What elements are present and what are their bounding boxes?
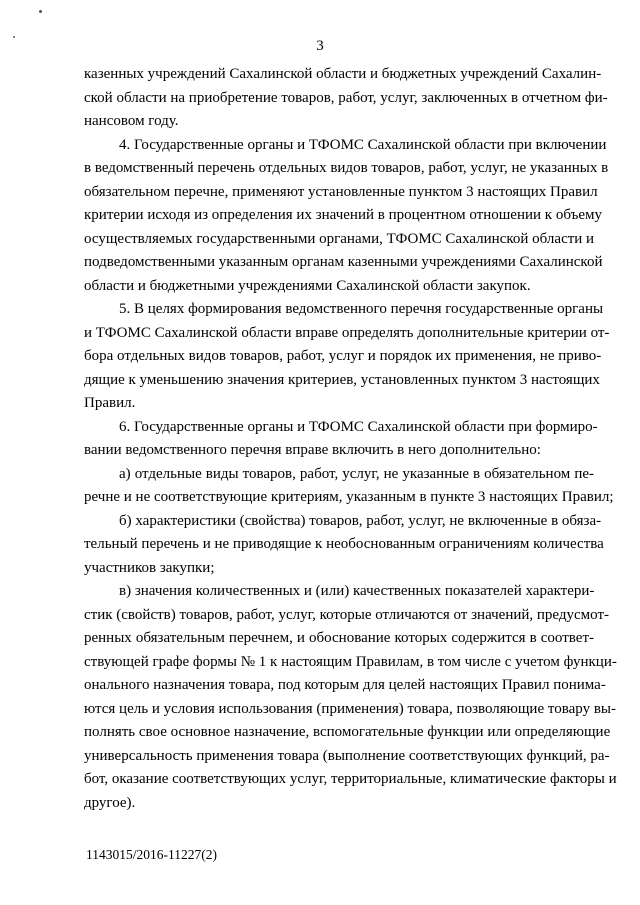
paragraph-p6c: [84, 580, 617, 815]
text-line: вании ведомственного перечня вправе включить в него дополнительно:: [84, 442, 541, 458]
text-line: 5. В целях формирования ведомственного перечня государственные органы: [119, 301, 604, 317]
text-line: и ТФОМС Сахалинской области вправе определять дополнительные критерии от-: [84, 324, 610, 341]
text-line: тельный перечень и не приводящие к необоснованным ограничениям количества: [84, 536, 604, 552]
text-line: онального назначения товара, под которым для целей настоящих Правил понима-: [84, 677, 606, 693]
document-body: [84, 63, 617, 815]
page-number: 3: [316, 38, 324, 54]
text-line: бора отдельных видов товаров, работ, услуг и порядок их применения, не приво-: [84, 348, 602, 364]
text-line: 4. Государственные органы и ТФОМС Сахалинской области при включении: [119, 136, 607, 153]
text-line: ствующей графе формы № 1 к настоящим Правилам, в том числе с учетом функци-: [84, 653, 617, 670]
paragraph-p5: [84, 298, 610, 416]
text-line: казенных учреждений Сахалинской области и бюджетных учреждений Сахалин-: [84, 66, 602, 82]
paragraph-p6b: [84, 510, 604, 581]
paragraph-p-cont: [84, 63, 608, 134]
text-line: в) значения количественных и (или) качественных показателей характери-: [119, 583, 595, 599]
text-line: в ведомственный перечень отдельных видов товаров, работ, услуг, не указанных в: [84, 160, 609, 176]
text-line: Правил.: [84, 395, 136, 411]
text-line: речне и не соответствующие критериям, указанным в пункте 3 настоящих Правил;: [84, 489, 614, 505]
text-line: ской области на приобретение товаров, работ, услуг, заключенных в отчетном фи-: [84, 89, 608, 106]
text-line: 6. Государственные органы и ТФОМС Сахалинской области при формиро-: [119, 418, 598, 435]
paragraph-p6a: [84, 463, 614, 510]
text-line: осуществляемых государственными органами, ТФОМС Сахалинской области и: [84, 230, 595, 247]
text-line: бот, оказание соответствующих услуг, территориальные, климатические факторы и: [84, 771, 617, 787]
text-line: области и бюджетными учреждениями Сахалинской области закупок.: [84, 277, 531, 294]
document-id: 1143015/2016-11227(2): [86, 847, 217, 862]
text-line: а) отдельные виды товаров, работ, услуг, не указанные в обязательном пе-: [119, 465, 594, 482]
text-line: ются цель и условия использования (применения) товара, позволяющие товару вы-: [84, 700, 616, 717]
text-line: б) характеристики (свойства) товаров, работ, услуг, не включенные в обяза-: [119, 512, 602, 529]
scan-speck: [39, 10, 42, 13]
text-line: полнять свое основное назначение, вспомогательные функции или определяющие: [84, 724, 611, 740]
paragraph-p6: [84, 416, 598, 463]
text-line: критерии исходя из определения их значений в процентном отношении к объему: [84, 207, 602, 223]
text-line: участников закупки;: [84, 559, 215, 576]
text-line: дящие к уменьшению значения критериев, установленных пунктом 3 настоящих: [84, 371, 600, 388]
text-line: нансовом году.: [84, 113, 179, 129]
text-line: другое).: [84, 794, 136, 811]
text-line: подведомственными указанным органам казенными учреждениями Сахалинской: [84, 254, 603, 270]
paragraph-p4: [84, 134, 609, 299]
text-line: универсальность применения товара (выполнение соответствующих функций, ра-: [84, 747, 610, 764]
text-line: стик (свойств) товаров, работ, услуг, которые отличаются от значений, предусмот-: [84, 606, 610, 623]
text-line: обязательном перечне, применяют установленные пунктом 3 настоящих Правил: [84, 183, 598, 200]
text-line: ренных обязательным перечнем, и обоснование которых содержится в соответ-: [84, 630, 594, 646]
